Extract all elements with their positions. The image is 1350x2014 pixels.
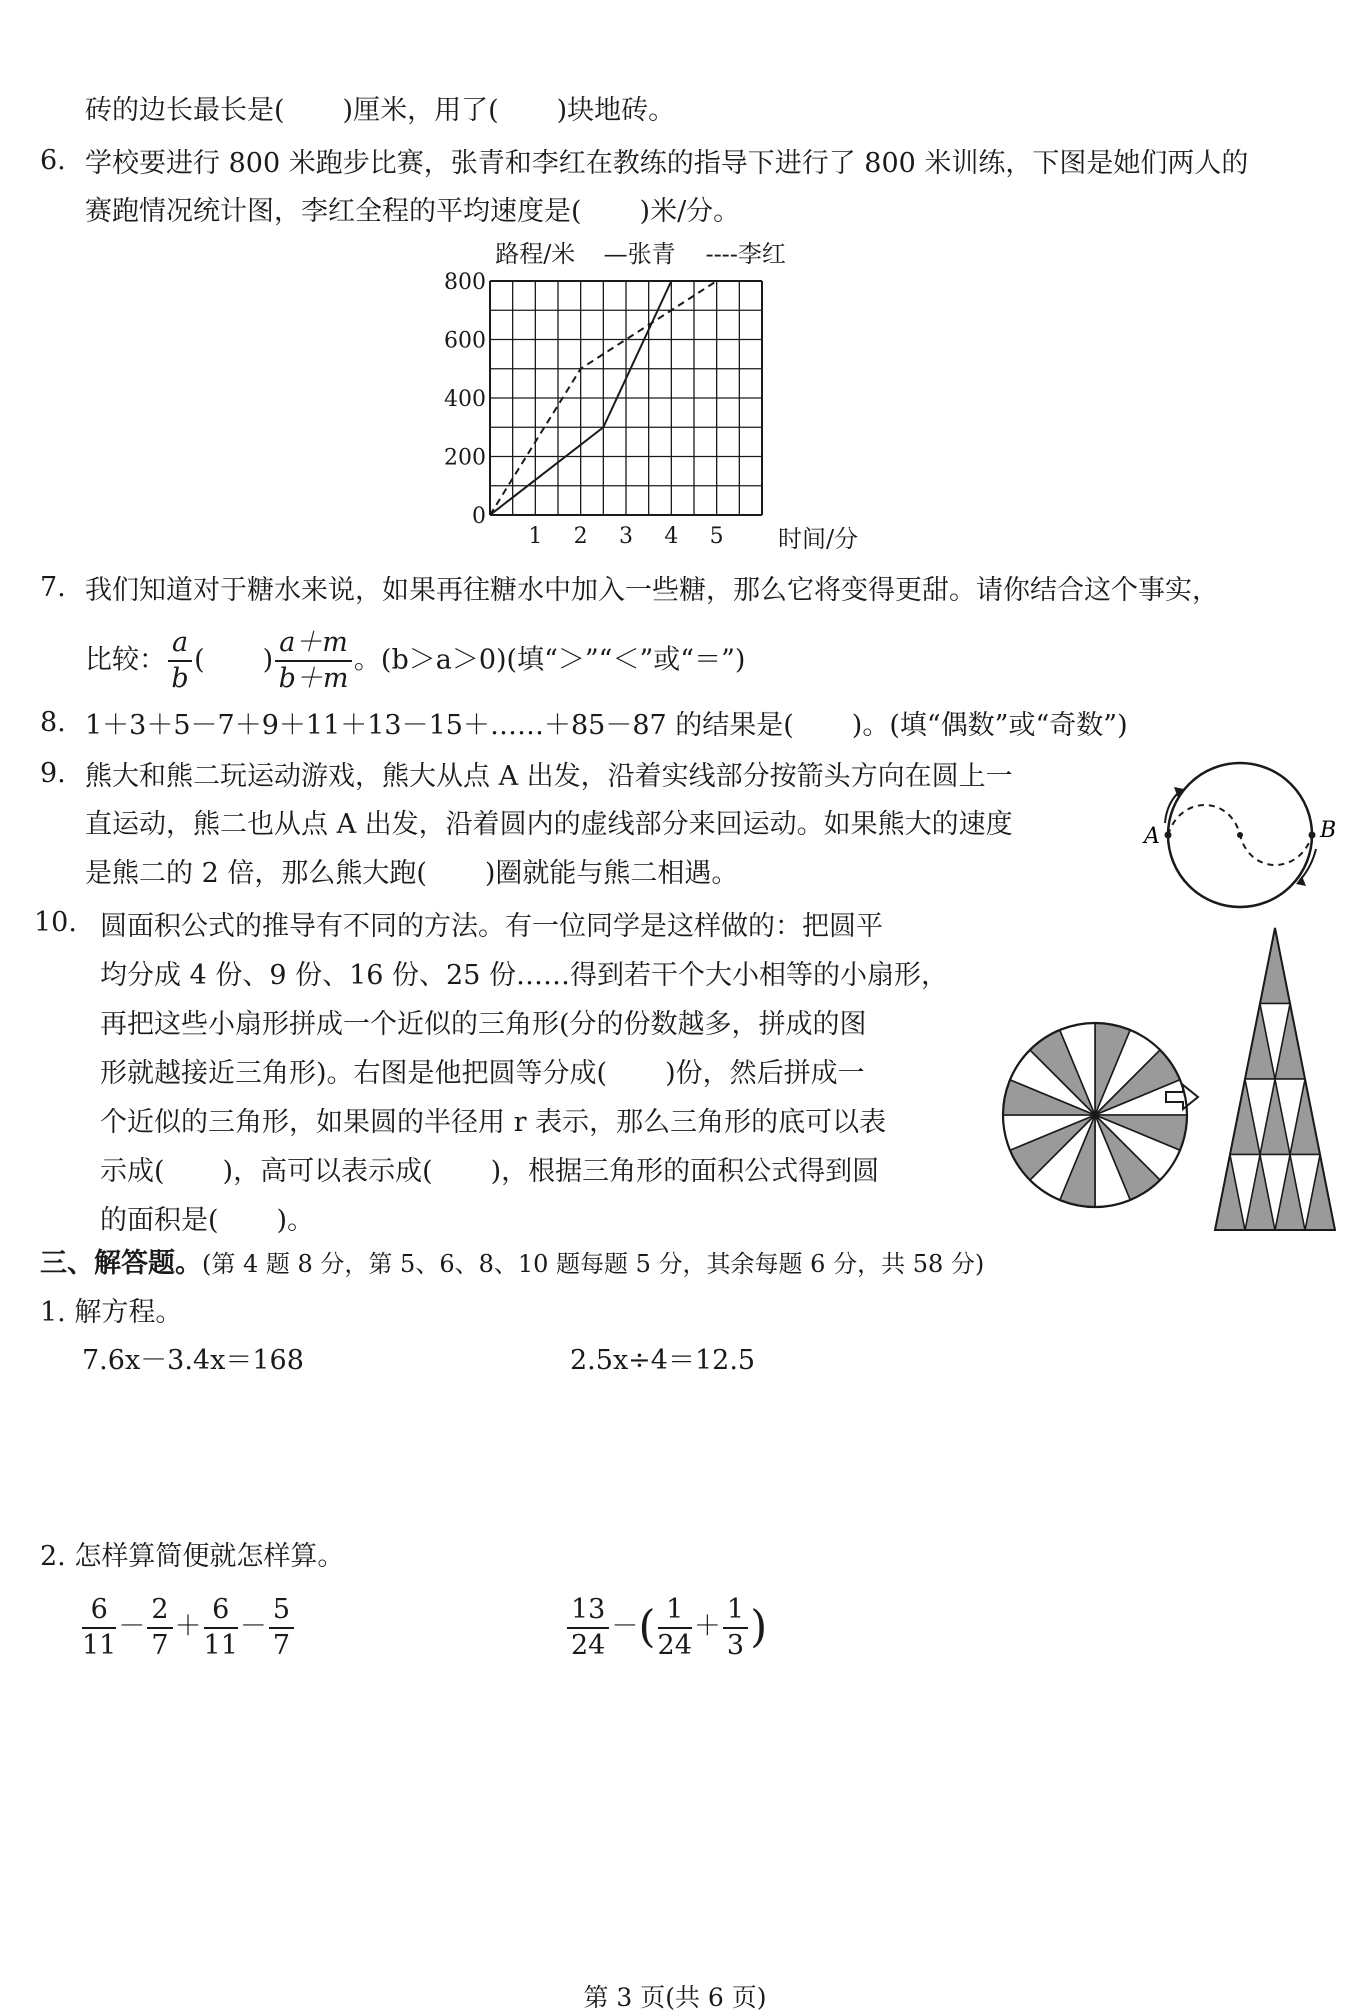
q6-line2: 赛跑情况统计图，李红全程的平均速度是( )米/分。 xyxy=(85,196,741,227)
q6-line1: 学校要进行 800 米跑步比赛，张青和李红在教练的指导下进行了 800 米训练，下图是她们两人的 xyxy=(85,148,1249,179)
q10-text: 圆面积公式的推导有不同的方法。有一位同学是这样做的：把圆平 均分成 4 份、9 份、16 份、25 份……得到若干个大小相等的小扇形， 再把这些小扇形拼成一个近似的三角形(分的份数越多，拼成的图 形就越接近三角形)。右图是他把圆等分成( )份，然后拼成一 个近似的三角形，如果圆的半径用 r 表示，那么三角形的底可以表 示成( )，高可以表示成( )，根据三角形的面积公式得到圆 的面积是( )。 xyxy=(100,911,948,1236)
p2-expression-2: $\frac{13}{24}$ －( $\frac{1}{24}$ ＋ $\frac{1}{3}$ ) xyxy=(565,1592,767,1663)
p2-title: 2. 怎样算简便就怎样算。 xyxy=(40,1541,345,1572)
q9-number: 9. xyxy=(40,758,66,789)
x-tick-label: 5 xyxy=(709,524,724,549)
approximate-triangle-diagram xyxy=(1205,920,1345,1240)
x-tick-label: 2 xyxy=(573,524,588,549)
section3-heading: 三、解答题。(第 4 题 8 分，第 5、6、8、10 题每题 5 分，其余每题 6 分，共 58 分) xyxy=(40,1248,985,1279)
y-tick-label: 800 xyxy=(444,270,486,295)
point-b-label: B xyxy=(1320,818,1337,843)
x-tick-label: 3 xyxy=(619,524,633,549)
q6-number: 6. xyxy=(40,145,66,176)
fraction-a-over-b: $\frac{a}{b}$ xyxy=(168,626,192,696)
y-axis-label: 路程/米 xyxy=(495,240,576,268)
legend-zhangqing: —张青 xyxy=(603,240,676,268)
x-tick-label: 1 xyxy=(528,524,543,549)
q9-line3: 是熊二的 2 倍，那么熊大跑( )圈就能与熊二相遇。 xyxy=(85,858,739,889)
q8-number: 8. xyxy=(40,707,66,738)
q7-line1: 我们知道对于糖水来说，如果再往糖水中加入一些糖，那么它将变得更甜。请你结合这个事实， xyxy=(85,575,1219,606)
circle-track-diagram xyxy=(1140,745,1340,925)
up-sector xyxy=(1260,928,1290,1004)
right-arrow-icon xyxy=(1163,1082,1203,1112)
y-tick-label: 200 xyxy=(444,445,486,471)
q7-number: 7. xyxy=(40,572,66,603)
point-a-label: A xyxy=(1144,824,1160,849)
legend-lihong: ----李红 xyxy=(705,240,786,268)
q10-number: 10. xyxy=(34,907,77,938)
y-tick-label: 600 xyxy=(444,328,486,354)
p1-equation-1: 7.6x－3.4x＝168 xyxy=(82,1345,304,1376)
origin-label: 0 xyxy=(472,504,486,529)
distance-time-chart xyxy=(420,232,980,562)
q7-line2: 比较： $\frac{a}{b}$ ( ) $\frac{a+m}{b+m}$ 。(b＞a＞0)(填“＞”“＜”或“＝”) xyxy=(85,627,746,694)
y-tick-label: 400 xyxy=(444,387,486,412)
q5-line: 砖的边长最长是( )厘米，用了( )块地砖。 xyxy=(85,95,676,126)
divided-circle-diagram xyxy=(995,1015,1195,1215)
q9-line2: 直运动，熊二也从点 A 出发，沿着圆内的虚线部分来回运动。如果熊大的速度 xyxy=(85,809,1013,840)
chart-labels xyxy=(444,240,858,553)
p1-title: 1. 解方程。 xyxy=(40,1297,183,1328)
fraction-am-over-bm: $\frac{a+m}{b+m}$ xyxy=(275,626,352,696)
p1-equation-2: 2.5x÷4＝12.5 xyxy=(570,1345,756,1376)
x-tick-label: 4 xyxy=(664,524,679,549)
p2-expression-1: $\frac{6}{11}$ － $\frac{2}{7}$ ＋ $\frac{6}{11}$ － $\frac{5}{7}$ xyxy=(80,1592,296,1663)
q8-line: 1＋3＋5－7＋9＋11＋13－15＋……＋85－87 的结果是( )。(填“偶数”或“奇数”) xyxy=(85,710,1128,741)
q9-line1: 熊大和熊二玩运动游戏，熊大从点 A 出发，沿着实线部分按箭头方向在圆上一 xyxy=(85,761,1013,792)
page-footer: 第 3 页(共 6 页) xyxy=(583,1983,767,2012)
chart-grid xyxy=(490,281,762,515)
x-axis-label: 时间/分 xyxy=(778,525,859,553)
